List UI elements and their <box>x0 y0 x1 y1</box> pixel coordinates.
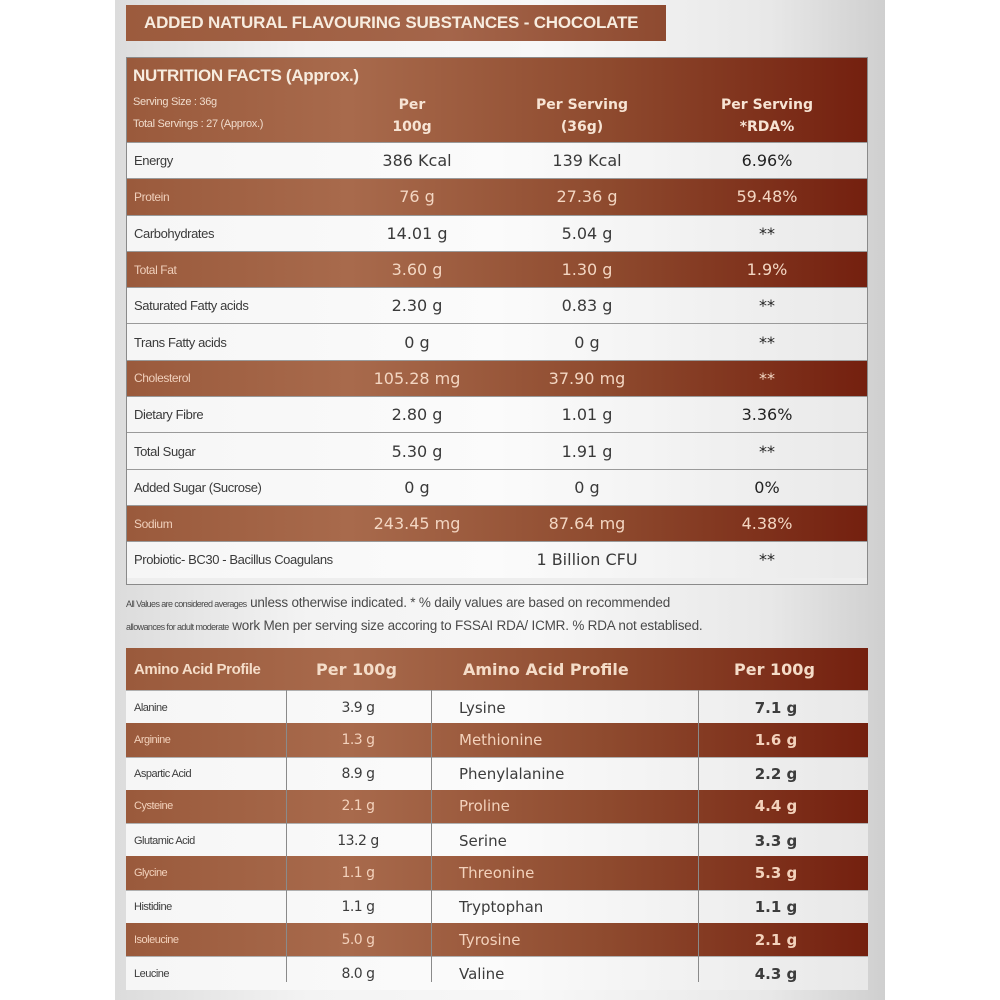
nutrition-row <box>127 142 867 178</box>
amino-value-right: 7.1 g <box>754 698 798 717</box>
amino-name-left: Alanine <box>134 701 168 714</box>
amino-name-right: Phenylalanine <box>459 765 565 784</box>
amino-row <box>126 723 868 756</box>
column-header-line: Per <box>398 97 426 113</box>
amino-row <box>126 690 868 723</box>
amino-name-left: Aspartic Acid <box>134 768 192 781</box>
amino-row <box>126 890 868 923</box>
nutrient-label: Total Fat <box>134 262 177 277</box>
amino-header-col1: Amino Acid Profile <box>134 660 261 678</box>
nutrition-rows <box>127 142 867 578</box>
column-header-line: Per Serving <box>721 97 813 113</box>
value-per-100g: 3.60 g <box>391 260 443 280</box>
value-per-100g: 5.30 g <box>391 441 443 461</box>
amino-value-left: 13.2 g <box>337 832 379 849</box>
nutrition-row <box>127 323 867 359</box>
amino-value-left: 1.1 g <box>341 864 375 881</box>
amino-value-left: 1.3 g <box>341 731 375 748</box>
column-header-line: *RDA% <box>739 119 795 135</box>
nutrient-label: Total Sugar <box>134 443 196 459</box>
amino-row <box>126 856 868 889</box>
footnote-text: work Men per serving size accoring to FSSAI RDA/ ICMR. % RDA not establised. <box>228 618 703 633</box>
value-per-serving: 0 g <box>574 332 600 352</box>
nutrition-row <box>127 469 867 505</box>
column-divider <box>286 690 287 982</box>
amino-value-left: 1.1 g <box>341 899 375 916</box>
amino-header-col4: Per 100g <box>734 659 815 679</box>
amino-name-right: Lysine <box>459 698 506 717</box>
nutrient-label: Dietary Fibre <box>134 407 204 423</box>
amino-value-right: 4.4 g <box>754 797 798 816</box>
value-per-100g: 76 g <box>399 187 435 207</box>
amino-value-right: 3.3 g <box>754 831 798 850</box>
amino-name-right: Tryptophan <box>459 898 544 917</box>
column-header-line: 100g <box>392 119 432 135</box>
amino-name-left: Leucine <box>134 967 170 980</box>
nutrient-label: Added Sugar (Sucrose) <box>134 479 262 495</box>
value-rda: 0% <box>754 477 780 497</box>
column-header-per-100g <box>367 94 457 138</box>
nutrition-header <box>127 58 867 142</box>
nutrient-label: Protein <box>134 189 170 204</box>
nutrition-row <box>127 541 867 577</box>
value-per-100g: 0 g <box>404 332 430 352</box>
column-header-line: Per Serving <box>536 97 628 113</box>
nutrition-title: NUTRITION FACTS (Approx.) <box>133 66 359 85</box>
amino-name-right: Proline <box>459 797 510 816</box>
value-per-serving: 5.04 g <box>561 223 613 243</box>
footnote-line-2 <box>126 615 826 638</box>
value-per-serving: 139 Kcal <box>552 151 622 171</box>
total-servings: Total Servings : 27 (Approx.) <box>133 118 264 130</box>
value-rda: ** <box>759 223 775 243</box>
nutrition-row <box>127 215 867 251</box>
amino-header-col2: Per 100g <box>316 659 397 679</box>
amino-name-left: Isoleucine <box>134 933 179 946</box>
value-rda: 59.48% <box>736 187 798 207</box>
column-header-line: (36g) <box>560 119 604 135</box>
nutrient-label: Saturated Fatty acids <box>134 298 249 314</box>
amino-value-right: 1.6 g <box>754 730 798 749</box>
amino-value-right: 4.3 g <box>754 964 798 983</box>
nutrition-facts-table <box>126 57 868 585</box>
value-per-serving: 1.01 g <box>561 405 613 425</box>
amino-name-right: Valine <box>459 964 505 983</box>
amino-value-right: 2.2 g <box>754 765 798 784</box>
value-per-100g: 2.80 g <box>391 405 443 425</box>
value-rda: ** <box>759 550 775 570</box>
flavour-banner <box>126 5 666 41</box>
amino-value-left: 8.0 g <box>341 965 375 982</box>
value-per-serving: 87.64 mg <box>548 514 626 534</box>
amino-header-col3: Amino Acid Profile <box>463 659 629 679</box>
footnote-line-1 <box>126 592 826 615</box>
value-per-100g: 14.01 g <box>386 223 448 243</box>
value-rda: ** <box>759 332 775 352</box>
nutrition-row <box>127 396 867 432</box>
value-per-serving: 1.30 g <box>561 260 613 280</box>
column-header-rda <box>687 94 847 138</box>
value-per-serving: 0.83 g <box>561 296 613 316</box>
nutrient-label: Cholesterol <box>134 371 191 386</box>
amino-row <box>126 790 868 823</box>
amino-acid-table <box>126 648 868 1000</box>
column-divider <box>698 690 699 982</box>
amino-row <box>126 823 868 856</box>
value-per-serving: 1.91 g <box>561 441 613 461</box>
nutrition-row <box>127 432 867 468</box>
amino-value-left: 2.1 g <box>341 798 375 815</box>
value-rda: ** <box>759 441 775 461</box>
value-per-100g: 386 Kcal <box>382 151 452 171</box>
value-per-serving: 37.90 mg <box>548 368 626 388</box>
value-per-100g: 0 g <box>404 477 430 497</box>
amino-value-left: 3.9 g <box>341 699 375 716</box>
amino-value-left: 5.0 g <box>341 931 375 948</box>
amino-value-right: 1.1 g <box>754 898 798 917</box>
value-rda: 6.96% <box>741 151 793 171</box>
amino-header <box>126 648 868 690</box>
nutrient-label: Energy <box>134 153 173 169</box>
amino-name-right: Methionine <box>459 730 543 749</box>
value-per-serving: 0 g <box>574 477 600 497</box>
amino-value-left: 8.9 g <box>341 766 375 783</box>
value-per-100g: 243.45 mg <box>373 514 461 534</box>
amino-name-left: Glutamic Acid <box>134 834 195 847</box>
nutrition-row <box>127 178 867 214</box>
value-rda: 4.38% <box>741 514 793 534</box>
serving-size: Serving Size : 36g <box>133 96 217 108</box>
value-per-100g: 2.30 g <box>391 296 443 316</box>
nutrient-label: Carbohydrates <box>134 225 215 241</box>
value-per-100g: 105.28 mg <box>373 368 461 388</box>
footnote <box>126 592 826 638</box>
amino-name-left: Glycine <box>134 866 168 879</box>
amino-row <box>126 757 868 790</box>
amino-name-right: Tyrosine <box>459 930 521 949</box>
footnote-small-text: allowances for adult moderate <box>126 622 229 632</box>
nutrition-row <box>127 505 867 541</box>
amino-name-left: Cysteine <box>134 800 173 813</box>
value-rda: ** <box>759 296 775 316</box>
footnote-small-text: All Values are considered averages <box>126 599 247 609</box>
amino-name-left: Histidine <box>134 901 172 914</box>
column-divider <box>431 690 432 982</box>
amino-rows <box>126 690 868 990</box>
flavour-banner-text: ADDED NATURAL FLAVOURING SUBSTANCES - CHOCOLATE <box>144 13 639 32</box>
column-header-per-serving <box>507 94 657 138</box>
value-per-serving: 1 Billion CFU <box>536 550 638 570</box>
value-per-serving: 27.36 g <box>556 187 618 207</box>
amino-name-right: Serine <box>459 831 507 850</box>
nutrition-row <box>127 251 867 287</box>
value-rda: 1.9% <box>746 260 788 280</box>
amino-row <box>126 923 868 956</box>
value-rda: ** <box>759 368 775 388</box>
amino-value-right: 2.1 g <box>754 930 798 949</box>
amino-name-right: Threonine <box>459 863 535 882</box>
nutrient-label: Probiotic- BC30 - Bacillus Coagulans <box>134 552 333 568</box>
amino-value-right: 5.3 g <box>754 863 798 882</box>
footnote-text: unless otherwise indicated. * % daily values are based on recommended <box>246 595 671 610</box>
amino-row <box>126 956 868 989</box>
nutrition-row <box>127 360 867 396</box>
value-rda: 3.36% <box>741 405 793 425</box>
nutrition-row <box>127 287 867 323</box>
nutrient-label: Sodium <box>134 516 173 531</box>
nutrient-label: Trans Fatty acids <box>134 334 227 350</box>
amino-name-left: Arginine <box>134 733 171 746</box>
